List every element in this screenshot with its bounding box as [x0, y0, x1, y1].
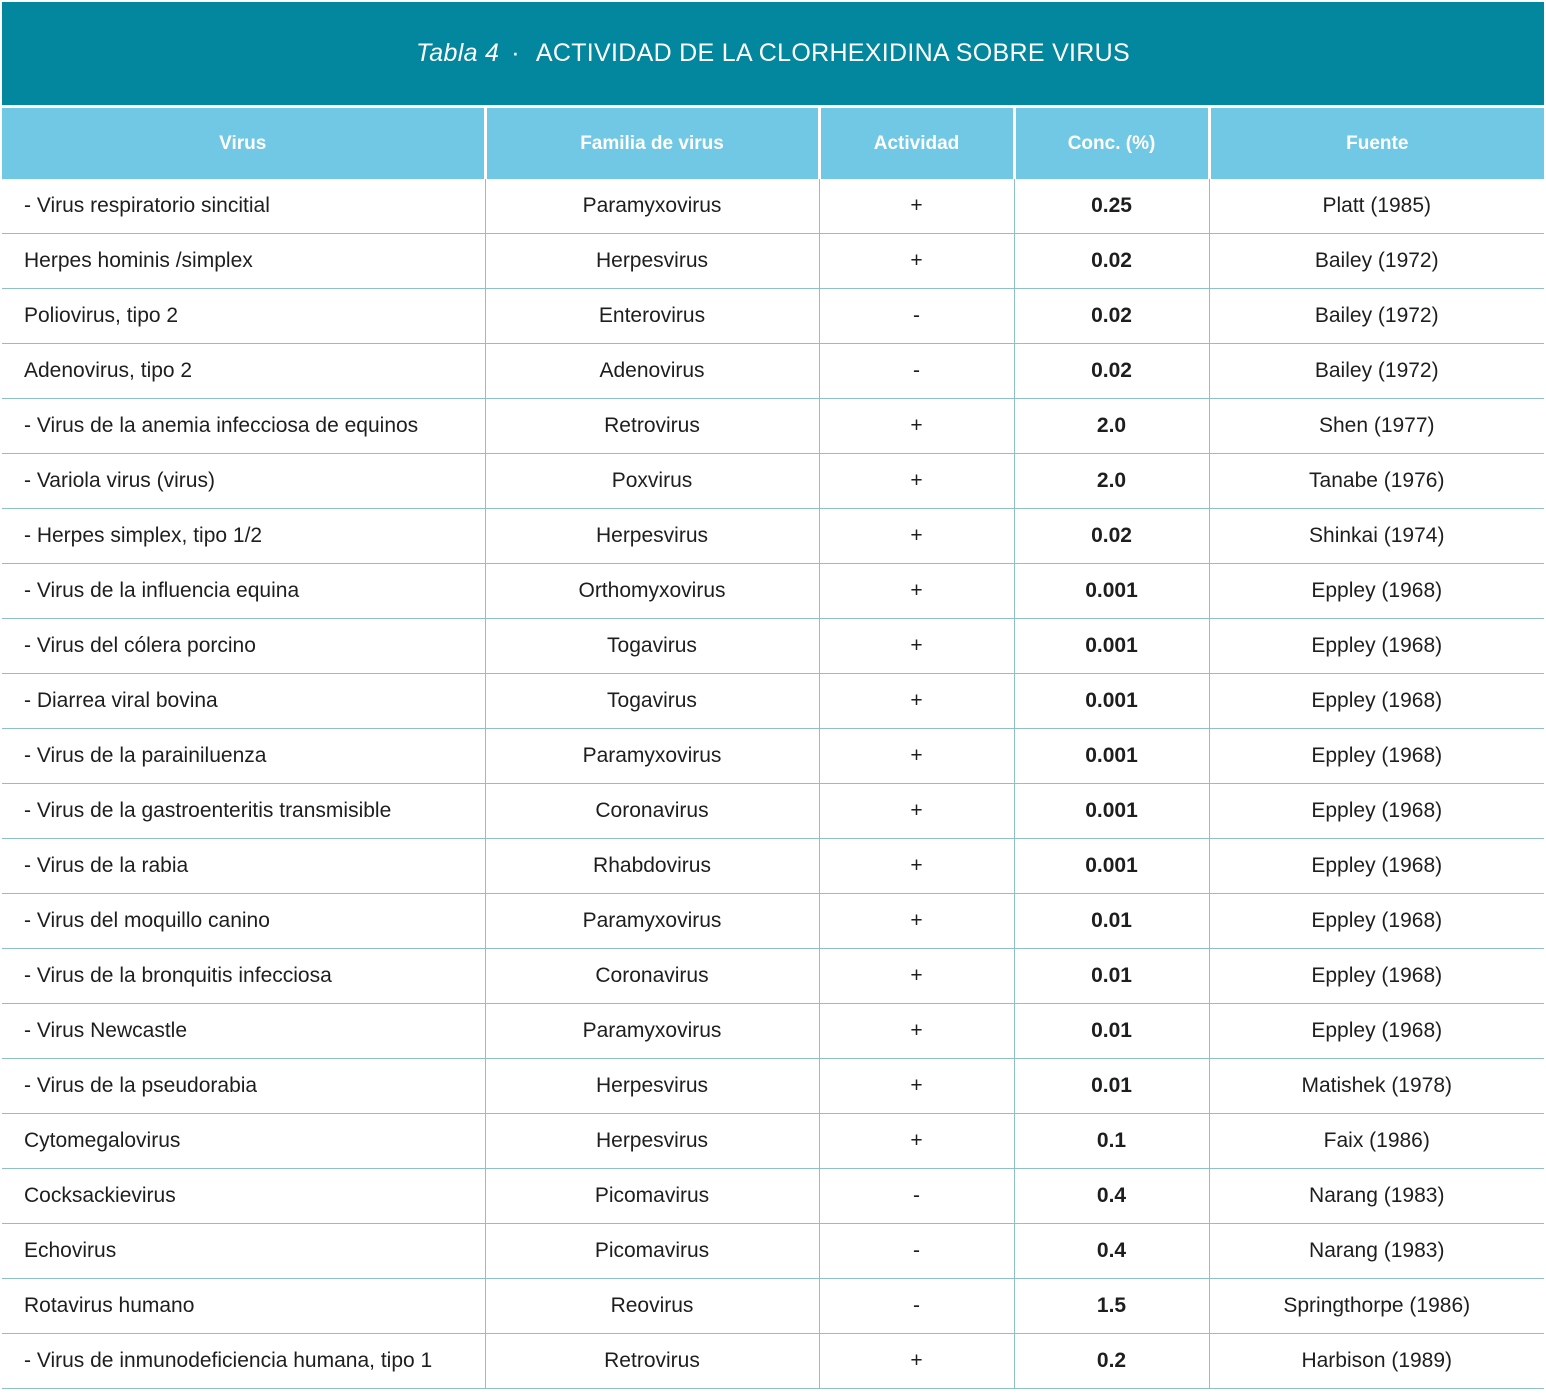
cell-familia: Togavirus — [485, 674, 819, 729]
cell-conc: 0.25 — [1014, 179, 1209, 234]
table-header — [2, 108, 1544, 179]
cell-conc: 0.02 — [1014, 344, 1209, 399]
table-row — [2, 1279, 1544, 1334]
cell-actividad: + — [819, 619, 1014, 674]
cell-actividad: - — [819, 344, 1014, 399]
table-row — [2, 509, 1544, 564]
cell-actividad: + — [819, 399, 1014, 454]
cell-familia: Orthomyxovirus — [485, 564, 819, 619]
cell-conc: 0.01 — [1014, 949, 1209, 1004]
cell-fuente: Shinkai (1974) — [1209, 509, 1544, 564]
cell-fuente: Shen (1977) — [1209, 399, 1544, 454]
table-row — [2, 399, 1544, 454]
table-row — [2, 289, 1544, 344]
cell-virus: - Virus de la pseudorabia — [2, 1059, 485, 1114]
cell-fuente: Eppley (1968) — [1209, 619, 1544, 674]
cell-actividad: - — [819, 289, 1014, 344]
table-row — [2, 234, 1544, 289]
cell-actividad: + — [819, 234, 1014, 289]
table-row — [2, 894, 1544, 949]
table-row — [2, 1224, 1544, 1279]
table-title-bar — [2, 2, 1544, 105]
cell-fuente: Bailey (1972) — [1209, 344, 1544, 399]
cell-familia: Paramyxovirus — [485, 1004, 819, 1059]
cell-virus: - Herpes simplex, tipo 1/2 — [2, 509, 485, 564]
cell-actividad: + — [819, 509, 1014, 564]
cell-fuente: Eppley (1968) — [1209, 1004, 1544, 1059]
cell-virus: - Virus respiratorio sincitial — [2, 179, 485, 234]
cell-conc: 0.001 — [1014, 729, 1209, 784]
table-row — [2, 619, 1544, 674]
cell-actividad: - — [819, 1224, 1014, 1279]
cell-actividad: + — [819, 454, 1014, 509]
cell-virus: - Virus de inmunodeficiencia humana, tipo 1 — [2, 1334, 485, 1389]
table-row — [2, 1059, 1544, 1114]
table-row — [2, 839, 1544, 894]
header-familia: Familia de virus — [485, 108, 819, 179]
cell-virus: Cocksackievirus — [2, 1169, 485, 1224]
cell-familia: Retrovirus — [485, 1334, 819, 1389]
cell-actividad: + — [819, 1059, 1014, 1114]
cell-conc: 2.0 — [1014, 454, 1209, 509]
table-number: Tabla 4 — [416, 39, 500, 67]
cell-familia: Herpesvirus — [485, 1059, 819, 1114]
cell-virus: - Virus de la anemia infecciosa de equinos — [2, 399, 485, 454]
table-row — [2, 1004, 1544, 1059]
table-row — [2, 179, 1544, 234]
cell-conc: 0.001 — [1014, 784, 1209, 839]
cell-actividad: + — [819, 729, 1014, 784]
cell-actividad: + — [819, 674, 1014, 729]
table-body — [2, 179, 1544, 1389]
cell-actividad: + — [819, 949, 1014, 1004]
cell-conc: 0.1 — [1014, 1114, 1209, 1169]
cell-familia: Picomavirus — [485, 1224, 819, 1279]
cell-virus: - Virus de la gastroenteritis transmisible — [2, 784, 485, 839]
cell-fuente: Faix (1986) — [1209, 1114, 1544, 1169]
cell-fuente: Springthorpe (1986) — [1209, 1279, 1544, 1334]
cell-virus: - Virus del cólera porcino — [2, 619, 485, 674]
table-row — [2, 729, 1544, 784]
cell-virus: - Virus Newcastle — [2, 1004, 485, 1059]
cell-virus: - Diarrea viral bovina — [2, 674, 485, 729]
cell-virus: Rotavirus humano — [2, 1279, 485, 1334]
header-fuente: Fuente — [1209, 108, 1544, 179]
cell-virus: Poliovirus, tipo 2 — [2, 289, 485, 344]
cell-conc: 0.2 — [1014, 1334, 1209, 1389]
table-row — [2, 1169, 1544, 1224]
cell-conc: 0.001 — [1014, 674, 1209, 729]
cell-actividad: - — [819, 1279, 1014, 1334]
cell-familia: Paramyxovirus — [485, 179, 819, 234]
cell-fuente: Bailey (1972) — [1209, 234, 1544, 289]
cell-familia: Rhabdovirus — [485, 839, 819, 894]
table-row — [2, 1334, 1544, 1389]
cell-familia: Retrovirus — [485, 399, 819, 454]
table-title: ACTIVIDAD DE LA CLORHEXIDINA SOBRE VIRUS — [535, 39, 1130, 67]
cell-familia: Togavirus — [485, 619, 819, 674]
cell-virus: - Variola virus (virus) — [2, 454, 485, 509]
cell-fuente: Eppley (1968) — [1209, 784, 1544, 839]
header-virus: Virus — [2, 108, 485, 179]
cell-conc: 0.01 — [1014, 894, 1209, 949]
cell-virus: Herpes hominis /simplex — [2, 234, 485, 289]
cell-conc: 1.5 — [1014, 1279, 1209, 1334]
cell-actividad: - — [819, 1169, 1014, 1224]
cell-conc: 0.001 — [1014, 564, 1209, 619]
cell-fuente: Eppley (1968) — [1209, 839, 1544, 894]
table-row — [2, 1114, 1544, 1169]
cell-familia: Paramyxovirus — [485, 729, 819, 784]
cell-fuente: Eppley (1968) — [1209, 894, 1544, 949]
cell-virus: Cytomegalovirus — [2, 1114, 485, 1169]
cell-fuente: Eppley (1968) — [1209, 729, 1544, 784]
cell-fuente: Matishek (1978) — [1209, 1059, 1544, 1114]
cell-familia: Paramyxovirus — [485, 894, 819, 949]
header-row — [2, 108, 1544, 179]
virus-activity-table — [2, 108, 1544, 1389]
cell-conc: 0.4 — [1014, 1169, 1209, 1224]
cell-familia: Reovirus — [485, 1279, 819, 1334]
cell-familia: Herpesvirus — [485, 234, 819, 289]
cell-conc: 0.02 — [1014, 289, 1209, 344]
cell-fuente: Harbison (1989) — [1209, 1334, 1544, 1389]
cell-fuente: Eppley (1968) — [1209, 949, 1544, 1004]
cell-fuente: Bailey (1972) — [1209, 289, 1544, 344]
table-row — [2, 454, 1544, 509]
cell-fuente: Eppley (1968) — [1209, 674, 1544, 729]
cell-virus: - Virus de la rabia — [2, 839, 485, 894]
cell-fuente: Eppley (1968) — [1209, 564, 1544, 619]
cell-familia: Poxvirus — [485, 454, 819, 509]
cell-actividad: + — [819, 839, 1014, 894]
cell-conc: 0.001 — [1014, 619, 1209, 674]
table-row — [2, 784, 1544, 839]
cell-virus: - Virus de la influencia equina — [2, 564, 485, 619]
cell-familia: Enterovirus — [485, 289, 819, 344]
cell-actividad: + — [819, 784, 1014, 839]
cell-familia: Coronavirus — [485, 949, 819, 1004]
cell-actividad: + — [819, 1334, 1014, 1389]
cell-actividad: + — [819, 894, 1014, 949]
header-conc: Conc. (%) — [1014, 108, 1209, 179]
table-row — [2, 674, 1544, 729]
cell-conc: 0.01 — [1014, 1059, 1209, 1114]
cell-conc: 0.02 — [1014, 509, 1209, 564]
cell-virus: - Virus del moquillo canino — [2, 894, 485, 949]
header-actividad: Actividad — [819, 108, 1014, 179]
cell-familia: Adenovirus — [485, 344, 819, 399]
cell-virus: Echovirus — [2, 1224, 485, 1279]
cell-familia: Herpesvirus — [485, 509, 819, 564]
cell-virus: Adenovirus, tipo 2 — [2, 344, 485, 399]
cell-familia: Coronavirus — [485, 784, 819, 839]
cell-virus: - Virus de la bronquitis infecciosa — [2, 949, 485, 1004]
cell-actividad: + — [819, 179, 1014, 234]
cell-familia: Picomavirus — [485, 1169, 819, 1224]
title-separator: · — [511, 39, 520, 67]
cell-conc: 2.0 — [1014, 399, 1209, 454]
cell-fuente: Platt (1985) — [1209, 179, 1544, 234]
cell-fuente: Narang (1983) — [1209, 1224, 1544, 1279]
table-row — [2, 949, 1544, 1004]
table-row — [2, 564, 1544, 619]
cell-fuente: Tanabe (1976) — [1209, 454, 1544, 509]
cell-actividad: + — [819, 1004, 1014, 1059]
cell-actividad: + — [819, 564, 1014, 619]
table-row — [2, 344, 1544, 399]
cell-conc: 0.02 — [1014, 234, 1209, 289]
cell-familia: Herpesvirus — [485, 1114, 819, 1169]
cell-conc: 0.01 — [1014, 1004, 1209, 1059]
cell-fuente: Narang (1983) — [1209, 1169, 1544, 1224]
cell-actividad: + — [819, 1114, 1014, 1169]
cell-conc: 0.4 — [1014, 1224, 1209, 1279]
cell-virus: - Virus de la parainiluenza — [2, 729, 485, 784]
cell-conc: 0.001 — [1014, 839, 1209, 894]
